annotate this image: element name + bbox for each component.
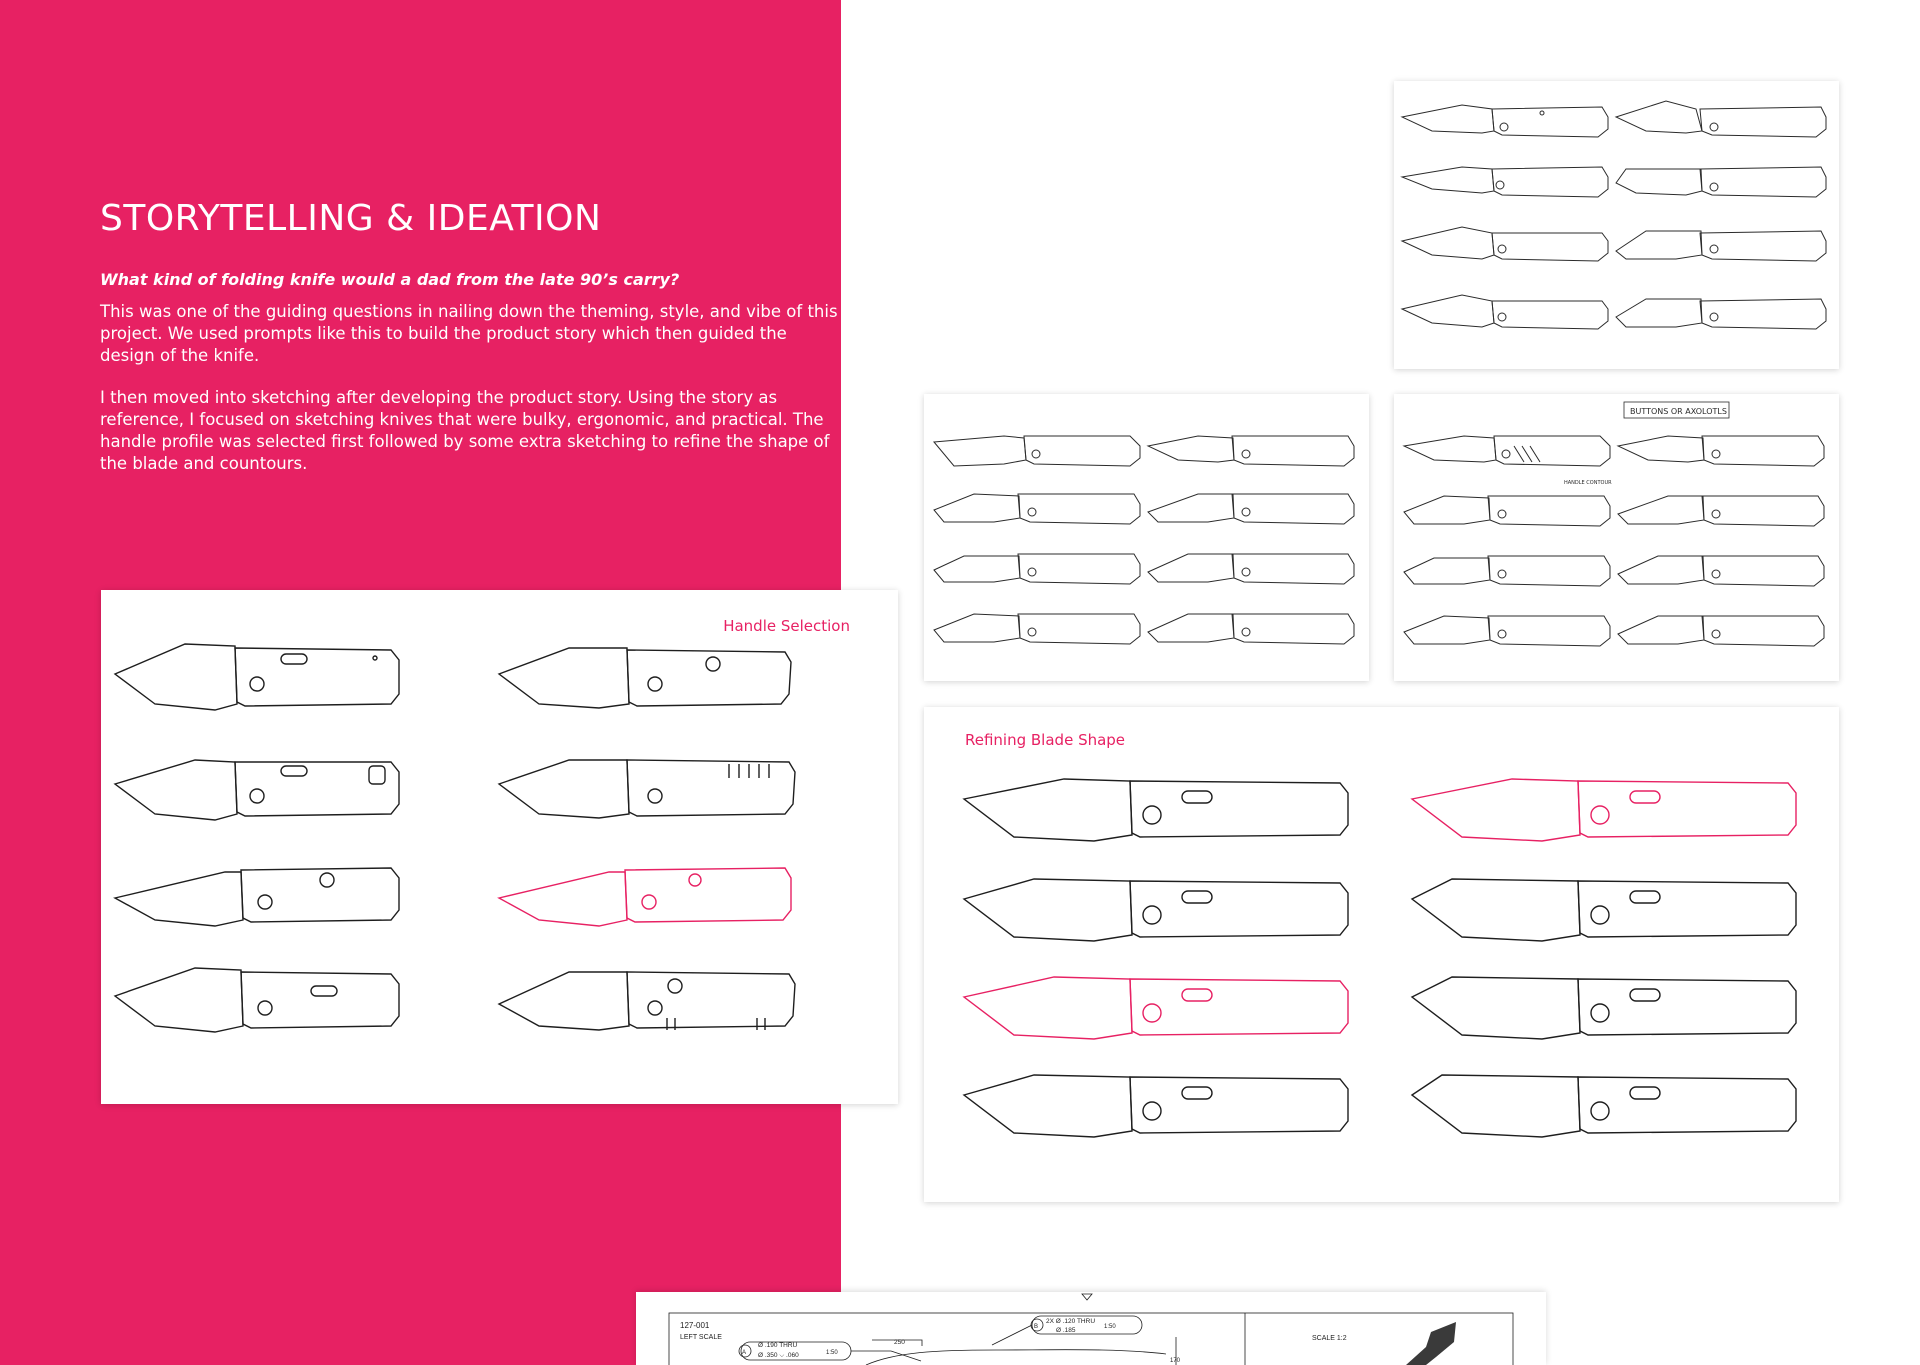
sketch-sheet-top-right	[1394, 81, 1839, 369]
page-title: STORYTELLING & IDEATION	[100, 198, 602, 239]
callout-a-line2: Ø .350 ⌵ .060	[758, 1352, 799, 1359]
knife-sketch-grid	[1394, 394, 1839, 681]
handle-selection-label: Handle Selection	[723, 617, 850, 635]
callout-a-line1: Ø .190 THRU	[758, 1342, 798, 1349]
left-scale-label: LEFT SCALE	[680, 1334, 722, 1341]
dimension-250: 250	[894, 1339, 905, 1346]
intro-paragraph: This was one of the guiding questions in nailing down the theming, style, and vibe of this project. We used prompts like this to build the product story which then guided the design of the knife.	[100, 302, 838, 365]
callout-b-line2: Ø .185	[1056, 1327, 1076, 1334]
refining-blade-label: Refining Blade Shape	[965, 731, 1126, 749]
sketch-note: BUTTONS OR AXOLOTLS	[1630, 407, 1727, 416]
refining-blade-sketches	[924, 707, 1839, 1202]
knife-sketch-grid	[924, 394, 1369, 681]
callout-b-scale: 1:50	[1104, 1324, 1116, 1330]
sketch-sheet-middle-left	[924, 394, 1369, 681]
callout-a-scale: 1:50	[826, 1350, 838, 1356]
sketch-note-small: HANDLE CONTOUR	[1564, 480, 1612, 486]
callout-b-line1: 2X Ø .120 THRU	[1046, 1318, 1096, 1325]
technical-drawing-sheet	[636, 1292, 1546, 1365]
sketching-paragraph: I then moved into sketching after developing the product story. Using the story as reference, I focused on sketching knives that were bulky, ergonomic, and practical. The handle profile was selected first followed by some extra sketching to refine the shape of the blade and countours.	[100, 388, 830, 473]
part-number: 127-001	[680, 1321, 710, 1330]
guiding-question: What kind of folding knife would a dad from the late 90’s carry?	[100, 270, 680, 289]
callout-letter-a: A	[742, 1350, 747, 1356]
scale-right-label: SCALE 1:2	[1312, 1335, 1347, 1342]
handle-selection-sheet	[101, 590, 898, 1104]
dimension-170: 170	[1170, 1358, 1181, 1364]
callout-letter-b: B	[1034, 1324, 1039, 1330]
sketch-sheet-middle-right	[1394, 394, 1839, 681]
handle-selection-sketches	[101, 590, 898, 1104]
knife-sketch-grid	[1394, 81, 1839, 369]
refining-blade-sheet	[924, 707, 1839, 1202]
technical-drawing	[636, 1292, 1546, 1365]
